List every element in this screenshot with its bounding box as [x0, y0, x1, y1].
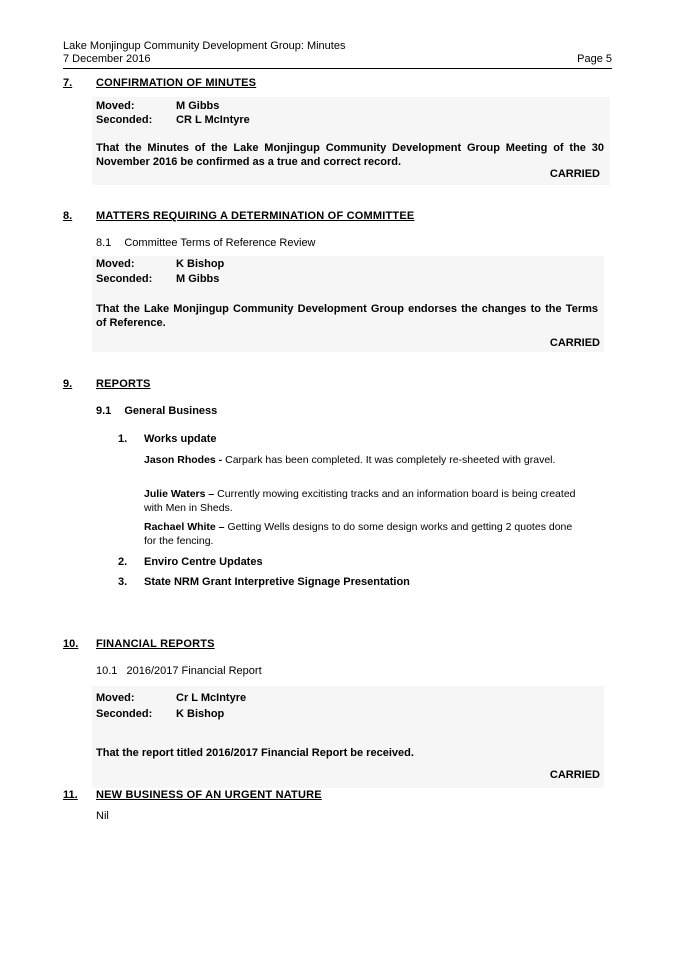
subsection-title: Committee Terms of Reference Review [124, 237, 316, 249]
list-item-number: 2. [118, 556, 128, 568]
section-7-heading [63, 77, 612, 89]
section-number: 11. [63, 789, 78, 801]
section-title: MATTERS REQUIRING A DETERMINATION OF COMMITTEE [96, 210, 415, 222]
subsection-9-1 [96, 405, 217, 417]
section-8-heading [63, 210, 612, 222]
moved-value: M Gibbs [176, 100, 220, 112]
resolution-text: That the Lake Monjingup Community Development Group endorses the changes to the Terms of Reference. [96, 303, 598, 329]
section-11-heading [63, 789, 612, 801]
section-title: FINANCIAL REPORTS [96, 638, 215, 650]
section-body: Nil [96, 810, 109, 822]
document-title: Lake Monjingup Community Development Group: Minutes [63, 40, 346, 52]
page-header [63, 40, 612, 66]
page-number: Page 5 [577, 53, 612, 65]
moved-label: Moved: [96, 692, 135, 704]
seconded-label: Seconded: [96, 708, 153, 720]
subsection-number: 9.1 [96, 405, 112, 417]
section-number: 9. [63, 378, 73, 390]
section-number: 7. [63, 77, 73, 89]
section-10-heading [63, 638, 612, 650]
moved-label: Moved: [96, 100, 135, 112]
list-item-title: State NRM Grant Interpretive Signage Presentation [144, 576, 410, 588]
update-person: Rachael White – [144, 521, 225, 533]
list-item-title: Works update [144, 433, 217, 445]
section-9-heading [63, 378, 612, 390]
subsection-10-1 [96, 665, 262, 677]
resolution-text: That the report titled 2016/2017 Financial Report be received. [96, 747, 414, 759]
section-title: CONFIRMATION OF MINUTES [96, 77, 257, 89]
list-item-number: 3. [118, 576, 128, 588]
carried-status: CARRIED [549, 168, 600, 180]
meeting-date: 7 December 2016 [63, 53, 151, 65]
update-entry [144, 487, 594, 515]
seconded-value: M Gibbs [176, 273, 220, 285]
seconded-value: K Bishop [176, 708, 225, 720]
update-text: Currently mowing excitisting tracks and an information board is being created with Men in Sheds. [144, 488, 576, 514]
header-divider [63, 68, 612, 69]
update-text: Getting Wells designs to do some design works and getting 2 quotes done for the fencing. [144, 521, 573, 547]
update-person: Jason Rhodes - [144, 454, 223, 466]
section-number: 8. [63, 210, 73, 222]
update-entry [144, 520, 584, 548]
subsection-number: 8.1 [96, 237, 112, 249]
section-title: REPORTS [96, 378, 151, 390]
moved-label: Moved: [96, 258, 135, 270]
subsection-title: General Business [124, 405, 218, 417]
subsection-title: 2016/2017 Financial Report [126, 665, 262, 677]
seconded-label: Seconded: [96, 114, 153, 126]
seconded-value: CR L McIntyre [176, 114, 250, 126]
section-title: NEW BUSINESS OF AN URGENT NATURE [96, 789, 322, 801]
update-text: Carpark has been completed. It was completely re-sheeted with gravel. [222, 454, 556, 466]
list-item-number: 1. [118, 433, 128, 445]
carried-status: CARRIED [549, 769, 600, 781]
resolution-text: That the Minutes of the Lake Monjingup Community Development Group Meeting of the 30 November 2016 be confirmed as a true and correct record. [96, 142, 604, 168]
seconded-label: Seconded: [96, 273, 153, 285]
subsection-number: 10.1 [96, 665, 118, 677]
subsection-8-1 [96, 237, 316, 249]
carried-status: CARRIED [549, 337, 600, 349]
resolution-box-10 [92, 686, 604, 788]
update-person: Julie Waters – [144, 488, 215, 500]
update-entry [144, 453, 594, 467]
section-number: 10. [63, 638, 79, 650]
moved-value: K Bishop [176, 258, 225, 270]
moved-value: Cr L McIntyre [176, 692, 247, 704]
list-item-title: Enviro Centre Updates [144, 556, 263, 568]
